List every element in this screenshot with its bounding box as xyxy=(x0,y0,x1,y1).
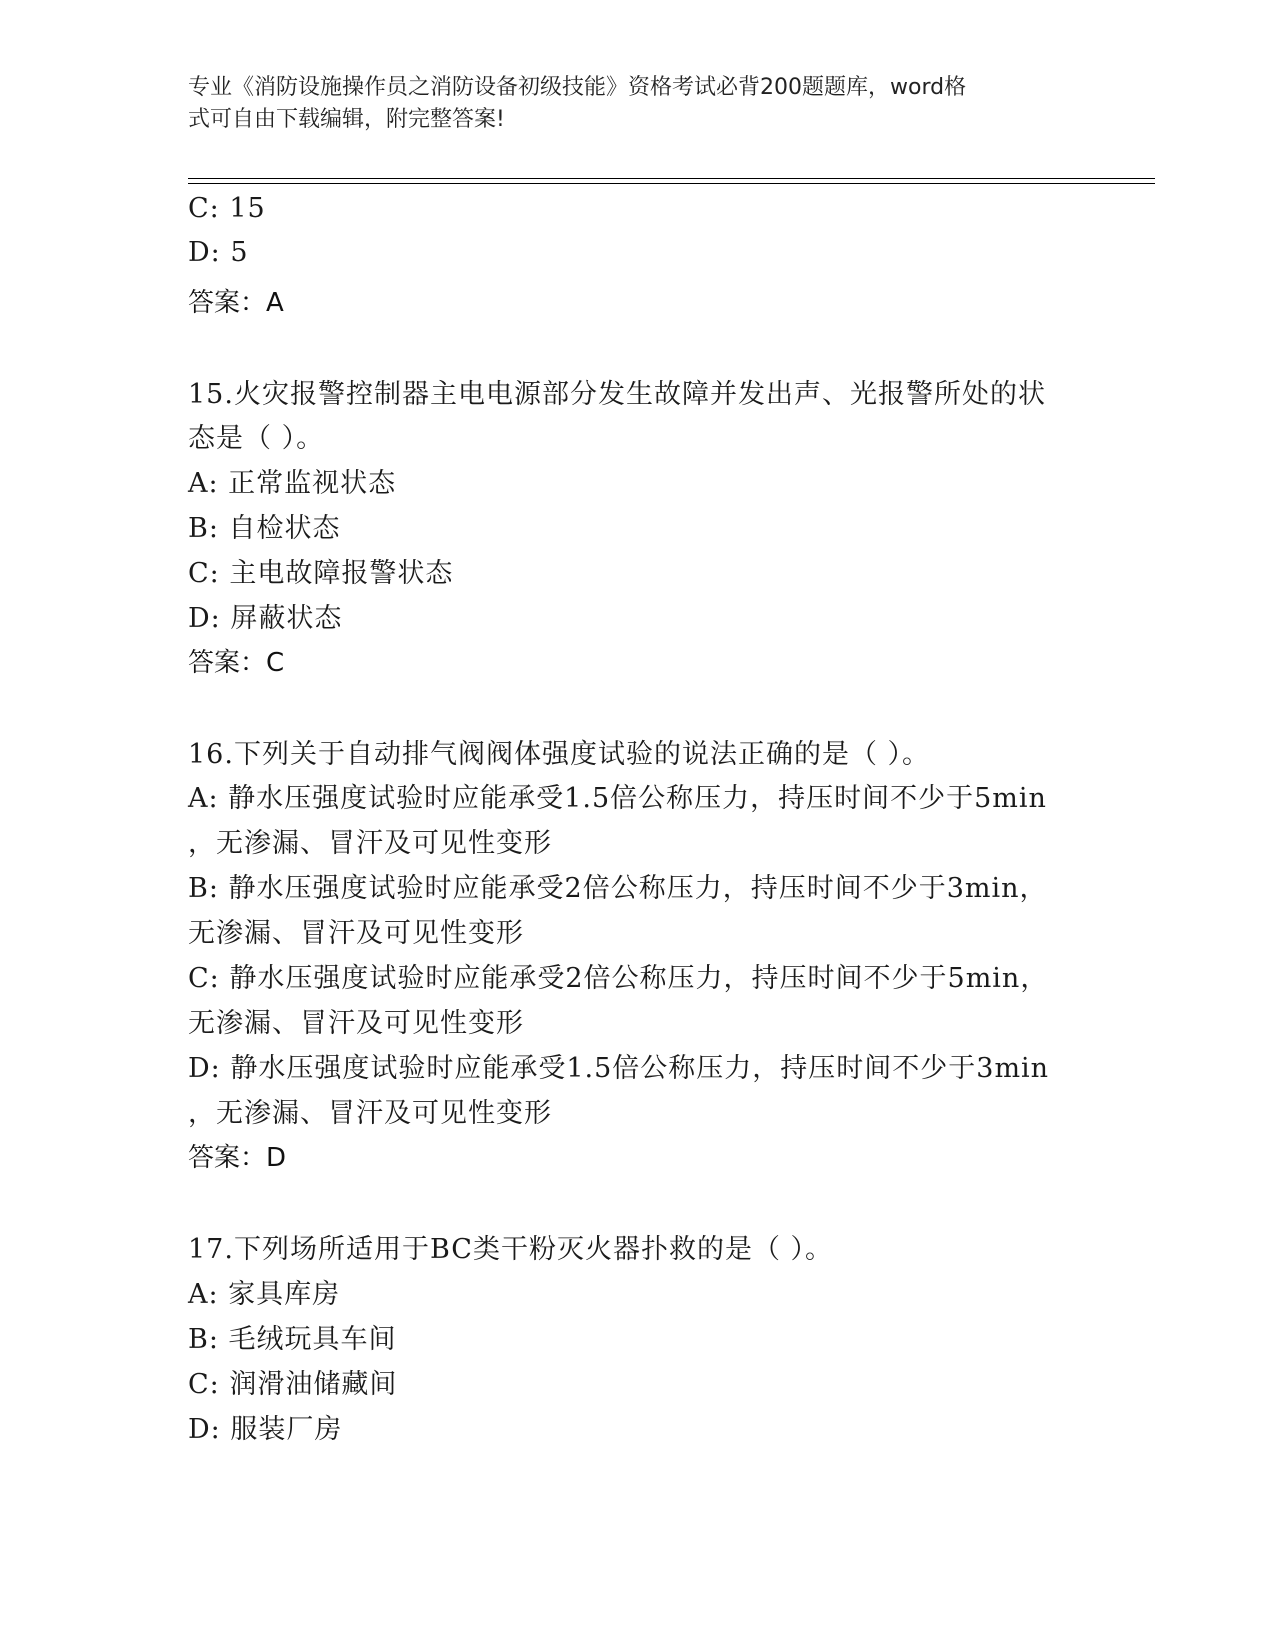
q16-option-a-line-2: ，无渗漏、冒汗及可见性变形 xyxy=(188,828,552,859)
document-header xyxy=(188,72,1068,136)
q14-option-d: D: 5 xyxy=(188,237,249,268)
q17-option-d: D: 服装厂房 xyxy=(188,1414,343,1445)
header-divider-bottom xyxy=(188,183,1155,184)
q16-option-c-line-1: C: 静水压强度试验时应能承受2倍公称压力，持压时间不少于5min， xyxy=(188,963,1049,994)
q16-answer: 答案：D xyxy=(188,1143,287,1173)
q16-option-b-line-1: B: 静水压强度试验时应能承受2倍公称压力，持压时间不少于3min， xyxy=(188,873,1048,904)
q17-stem-line-1: 17.下列场所适用于BC类干粉灭火器扑救的是（ ）。 xyxy=(188,1234,834,1265)
header-line-2: 式可自由下载编辑，附完整答案! xyxy=(188,107,505,132)
q15-option-a: A: 正常监视状态 xyxy=(188,468,397,499)
q16-option-a-line-1: A: 静水压强度试验时应能承受1.5倍公称压力，持压时间不少于5min xyxy=(188,783,1047,814)
header-line-1: 专业《消防设施操作员之消防设备初级技能》资格考试必背200题题库，word格 xyxy=(188,75,967,100)
header-divider-top xyxy=(188,178,1155,179)
q15-stem-line-2: 态是（ ）。 xyxy=(188,423,325,454)
q14-answer: 答案：A xyxy=(188,288,284,318)
q16-option-b-line-2: 无渗漏、冒汗及可见性变形 xyxy=(188,918,524,949)
q17-option-c: C: 润滑油储藏间 xyxy=(188,1369,398,1400)
q15-option-c: C: 主电故障报警状态 xyxy=(188,558,454,589)
q16-option-c-line-2: 无渗漏、冒汗及可见性变形 xyxy=(188,1008,524,1039)
q15-option-d: D: 屏蔽状态 xyxy=(188,603,343,634)
q17-option-a: A: 家具库房 xyxy=(188,1279,341,1310)
q14-option-c: C: 15 xyxy=(188,193,266,224)
q16-option-d-line-2: ，无渗漏、冒汗及可见性变形 xyxy=(188,1098,552,1129)
q15-stem-line-1: 15.火灾报警控制器主电电源部分发生故障并发出声、光报警所处的状 xyxy=(188,379,1046,410)
q15-option-b: B: 自检状态 xyxy=(188,513,341,544)
q16-option-d-line-1: D: 静水压强度试验时应能承受1.5倍公称压力，持压时间不少于3min xyxy=(188,1053,1050,1084)
q15-answer: 答案：C xyxy=(188,648,285,678)
q16-stem-line-1: 16.下列关于自动排气阀阀体强度试验的说法正确的是（ ）。 xyxy=(188,739,931,770)
q17-option-b: B: 毛绒玩具车间 xyxy=(188,1324,397,1355)
